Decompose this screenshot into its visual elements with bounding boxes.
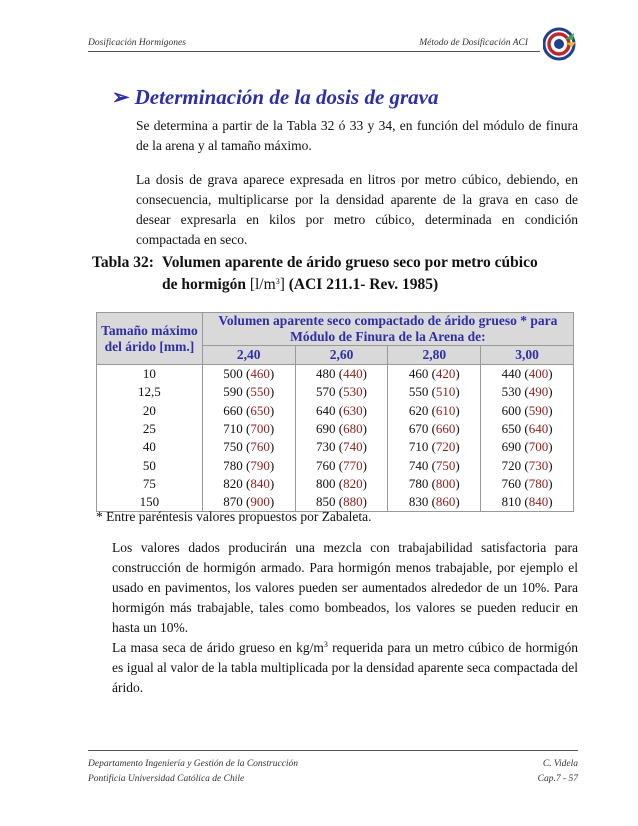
max-size-cell: 50	[97, 456, 203, 474]
aci-value: 710	[408, 439, 429, 455]
col-header-max-size: Tamaño máximo del árido [mm.]	[97, 313, 203, 365]
footer-page: Cap.7 - 57	[537, 774, 578, 784]
volume-cell: 830 (860)	[388, 493, 481, 512]
header-right: Método de Dosificación ACI	[419, 38, 528, 48]
zabaleta-value: 750	[435, 457, 456, 473]
paragraph-4	[112, 638, 578, 698]
caption-unit-b: ]	[279, 276, 285, 293]
table-row	[97, 365, 574, 384]
max-size-cell: 12,5	[97, 383, 203, 401]
aci-value: 530	[501, 384, 522, 400]
aci-value: 710	[223, 421, 243, 437]
aci-value: 810	[501, 494, 522, 510]
volume-cell: 820 (840)	[202, 475, 295, 493]
footer-author: C. Videla	[542, 759, 578, 769]
zabaleta-value: 790	[250, 457, 270, 473]
zabaleta-value: 680	[343, 421, 363, 437]
aci-value: 750	[223, 439, 243, 455]
max-size-cell: 10	[97, 365, 203, 384]
footer-department: Departamento Ingeniería y Gestión de la Construcción	[88, 759, 299, 769]
zabaleta-value: 400	[528, 366, 549, 382]
aci-value: 800	[316, 475, 336, 491]
volume-cell: 720 (730)	[481, 456, 574, 474]
table-row	[97, 420, 574, 438]
volume-cell: 760 (780)	[481, 475, 574, 493]
aci-value: 820	[223, 475, 243, 491]
fineness-header: 3,00	[481, 346, 574, 365]
volume-cell: 750 (760)	[202, 438, 295, 456]
section-title-text: Determinación de la dosis de grava	[134, 85, 439, 109]
volume-cell: 780 (800)	[388, 475, 481, 493]
max-size-cell: 25	[97, 420, 203, 438]
header-rule	[88, 51, 540, 52]
zabaleta-value: 840	[528, 494, 549, 510]
table-row	[97, 402, 574, 420]
zabaleta-value: 760	[250, 439, 270, 455]
paragraph-3: Los valores dados producirán una mezcla con trabajabilidad satisfactoria para construcción de hormigón armado. Para hormigón menos trabajable, por ejemplo el usado en pavimentos, los valores pueden ser aumentados alrededor de un 10%. Para hormigón más trabajable, tales como bombeados, los valores se pueden reducir en hasta un 10%.	[112, 540, 578, 635]
zabaleta-value: 700	[250, 421, 270, 437]
aci-value: 600	[501, 402, 522, 418]
table-caption-line2	[162, 274, 438, 296]
volume-cell: 710 (700)	[202, 420, 295, 438]
zabaleta-value: 820	[343, 475, 363, 491]
zabaleta-value: 550	[250, 384, 270, 400]
caption-unit-a: [l/m	[249, 276, 276, 293]
zabaleta-value: 740	[343, 439, 363, 455]
aci-value: 740	[408, 457, 429, 473]
zabaleta-value: 660	[435, 421, 456, 437]
table-caption-line1: Volumen aparente de árido grueso seco por metro cúbico	[162, 254, 538, 271]
aci-value: 850	[316, 494, 336, 510]
paragraph-1: Se determina a partir de la Tabla 32 ó 33 y 34, en función del módulo de finura de la arena y al tamaño máximo.	[136, 118, 578, 153]
aci-value: 480	[316, 366, 336, 382]
volume-cell: 440 (400)	[481, 365, 574, 384]
aci-value: 670	[408, 421, 429, 437]
zabaleta-value: 440	[343, 366, 363, 382]
volume-cell: 550 (510)	[388, 383, 481, 401]
zabaleta-value: 770	[343, 457, 363, 473]
zabaleta-value: 720	[435, 439, 456, 455]
aci-value: 720	[501, 457, 522, 473]
volume-cell: 760 (770)	[295, 456, 388, 474]
fineness-header: 2,40	[202, 346, 295, 365]
coarse-aggregate-table	[96, 312, 574, 512]
table-caption-label: Tabla 32:	[92, 254, 154, 271]
zabaleta-value: 840	[250, 475, 270, 491]
paragraph-4-start: La masa seca de árido grueso en kg/m	[112, 640, 324, 655]
footer-left	[88, 757, 298, 787]
aci-value: 760	[316, 457, 336, 473]
aci-value: 590	[223, 384, 243, 400]
volume-cell: 690 (680)	[295, 420, 388, 438]
volume-cell: 870 (900)	[202, 493, 295, 512]
zabaleta-value: 800	[435, 475, 456, 491]
table-row	[97, 456, 574, 474]
zabaleta-value: 530	[343, 384, 363, 400]
header-left: Dosificación Hormigones	[88, 38, 186, 48]
aci-value: 760	[501, 475, 522, 491]
volume-cell: 810 (840)	[481, 493, 574, 512]
volume-cell: 650 (640)	[481, 420, 574, 438]
volume-cell: 640 (630)	[295, 402, 388, 420]
zabaleta-value: 730	[528, 457, 549, 473]
zabaleta-value: 640	[528, 421, 549, 437]
zabaleta-value: 650	[250, 402, 270, 418]
paragraph-4-sup: 3	[323, 640, 328, 649]
zabaleta-value: 780	[528, 475, 549, 491]
table-row	[97, 475, 574, 493]
aci-value: 620	[408, 402, 429, 418]
aci-value: 780	[408, 475, 429, 491]
aci-value: 500	[223, 366, 243, 382]
aci-value: 730	[316, 439, 336, 455]
aci-value: 440	[501, 366, 522, 382]
aci-value: 660	[223, 402, 243, 418]
aci-value: 690	[316, 421, 336, 437]
zabaleta-value: 900	[250, 494, 270, 510]
fineness-header: 2,60	[295, 346, 388, 365]
volume-cell: 620 (610)	[388, 402, 481, 420]
zabaleta-value: 510	[435, 384, 456, 400]
zabaleta-value: 860	[435, 494, 456, 510]
aci-value: 460	[408, 366, 429, 382]
zabaleta-value: 460	[250, 366, 270, 382]
volume-cell: 710 (720)	[388, 438, 481, 456]
max-size-cell: 150	[97, 493, 203, 512]
zabaleta-value: 880	[343, 494, 363, 510]
volume-cell: 800 (820)	[295, 475, 388, 493]
footer-rule	[88, 750, 578, 751]
aci-value: 570	[316, 384, 336, 400]
caption-line2-end: (ACI 211.1- Rev. 1985)	[284, 276, 439, 293]
aci-value: 690	[501, 439, 522, 455]
aci-value: 870	[223, 494, 243, 510]
col-header-group: Volumen aparente seco compactado de árido grueso * para Módulo de Finura de la Arena de:	[202, 313, 573, 346]
caption-unit-sup: 3	[275, 277, 280, 286]
aci-value: 830	[408, 494, 429, 510]
max-size-cell: 20	[97, 402, 203, 420]
zabaleta-value: 420	[435, 366, 456, 382]
table-body	[97, 365, 574, 512]
volume-cell: 460 (420)	[388, 365, 481, 384]
footer-university: Pontificia Universidad Católica de Chile	[88, 774, 245, 784]
zabaleta-value: 490	[528, 384, 549, 400]
caption-line2-start: de hormigón	[162, 276, 250, 293]
volume-cell: 690 (700)	[481, 438, 574, 456]
volume-cell: 500 (460)	[202, 365, 295, 384]
paragraph-2: La dosis de grava aparece expresada en litros por metro cúbico, debiendo, en consecuencia, multiplicarse por la densidad aparente de la grava en caso de desear expresarla en kilos por metro cúbico, determinada en condición compactada en seco.	[136, 172, 578, 247]
volume-cell: 730 (740)	[295, 438, 388, 456]
caption-unit	[250, 276, 285, 293]
max-size-cell: 40	[97, 438, 203, 456]
table-row	[97, 438, 574, 456]
page-header	[88, 38, 542, 50]
volume-cell: 780 (790)	[202, 456, 295, 474]
volume-cell: 590 (550)	[202, 383, 295, 401]
volume-cell: 530 (490)	[481, 383, 574, 401]
volume-cell: 600 (590)	[481, 402, 574, 420]
table-row	[97, 383, 574, 401]
zabaleta-value: 630	[343, 402, 363, 418]
aci-value: 550	[408, 384, 429, 400]
paragraph-4-end: requerida para un metro cúbico de hormigón es igual al valor de la tabla multiplicada por la densidad aparente seca compactada del árido.	[112, 640, 578, 695]
aci-value: 640	[316, 402, 336, 418]
aci-value: 780	[223, 457, 243, 473]
max-size-cell: 75	[97, 475, 203, 493]
volume-cell: 670 (660)	[388, 420, 481, 438]
arrow-bullet-icon: ➢	[112, 85, 130, 109]
footer-right	[538, 757, 578, 787]
table-footnote: * Entre paréntesis valores propuestos por Zabaleta.	[96, 509, 372, 524]
volume-cell: 740 (750)	[388, 456, 481, 474]
volume-cell: 480 (440)	[295, 365, 388, 384]
aci-value: 650	[501, 421, 522, 437]
volume-cell: 850 (880)	[295, 493, 388, 512]
zabaleta-value: 700	[528, 439, 549, 455]
volume-cell: 660 (650)	[202, 402, 295, 420]
puc-logo-icon	[543, 27, 577, 61]
volume-cell: 570 (530)	[295, 383, 388, 401]
fineness-header: 2,80	[388, 346, 481, 365]
zabaleta-value: 590	[528, 402, 549, 418]
zabaleta-value: 610	[435, 402, 456, 418]
section-title	[112, 85, 439, 110]
